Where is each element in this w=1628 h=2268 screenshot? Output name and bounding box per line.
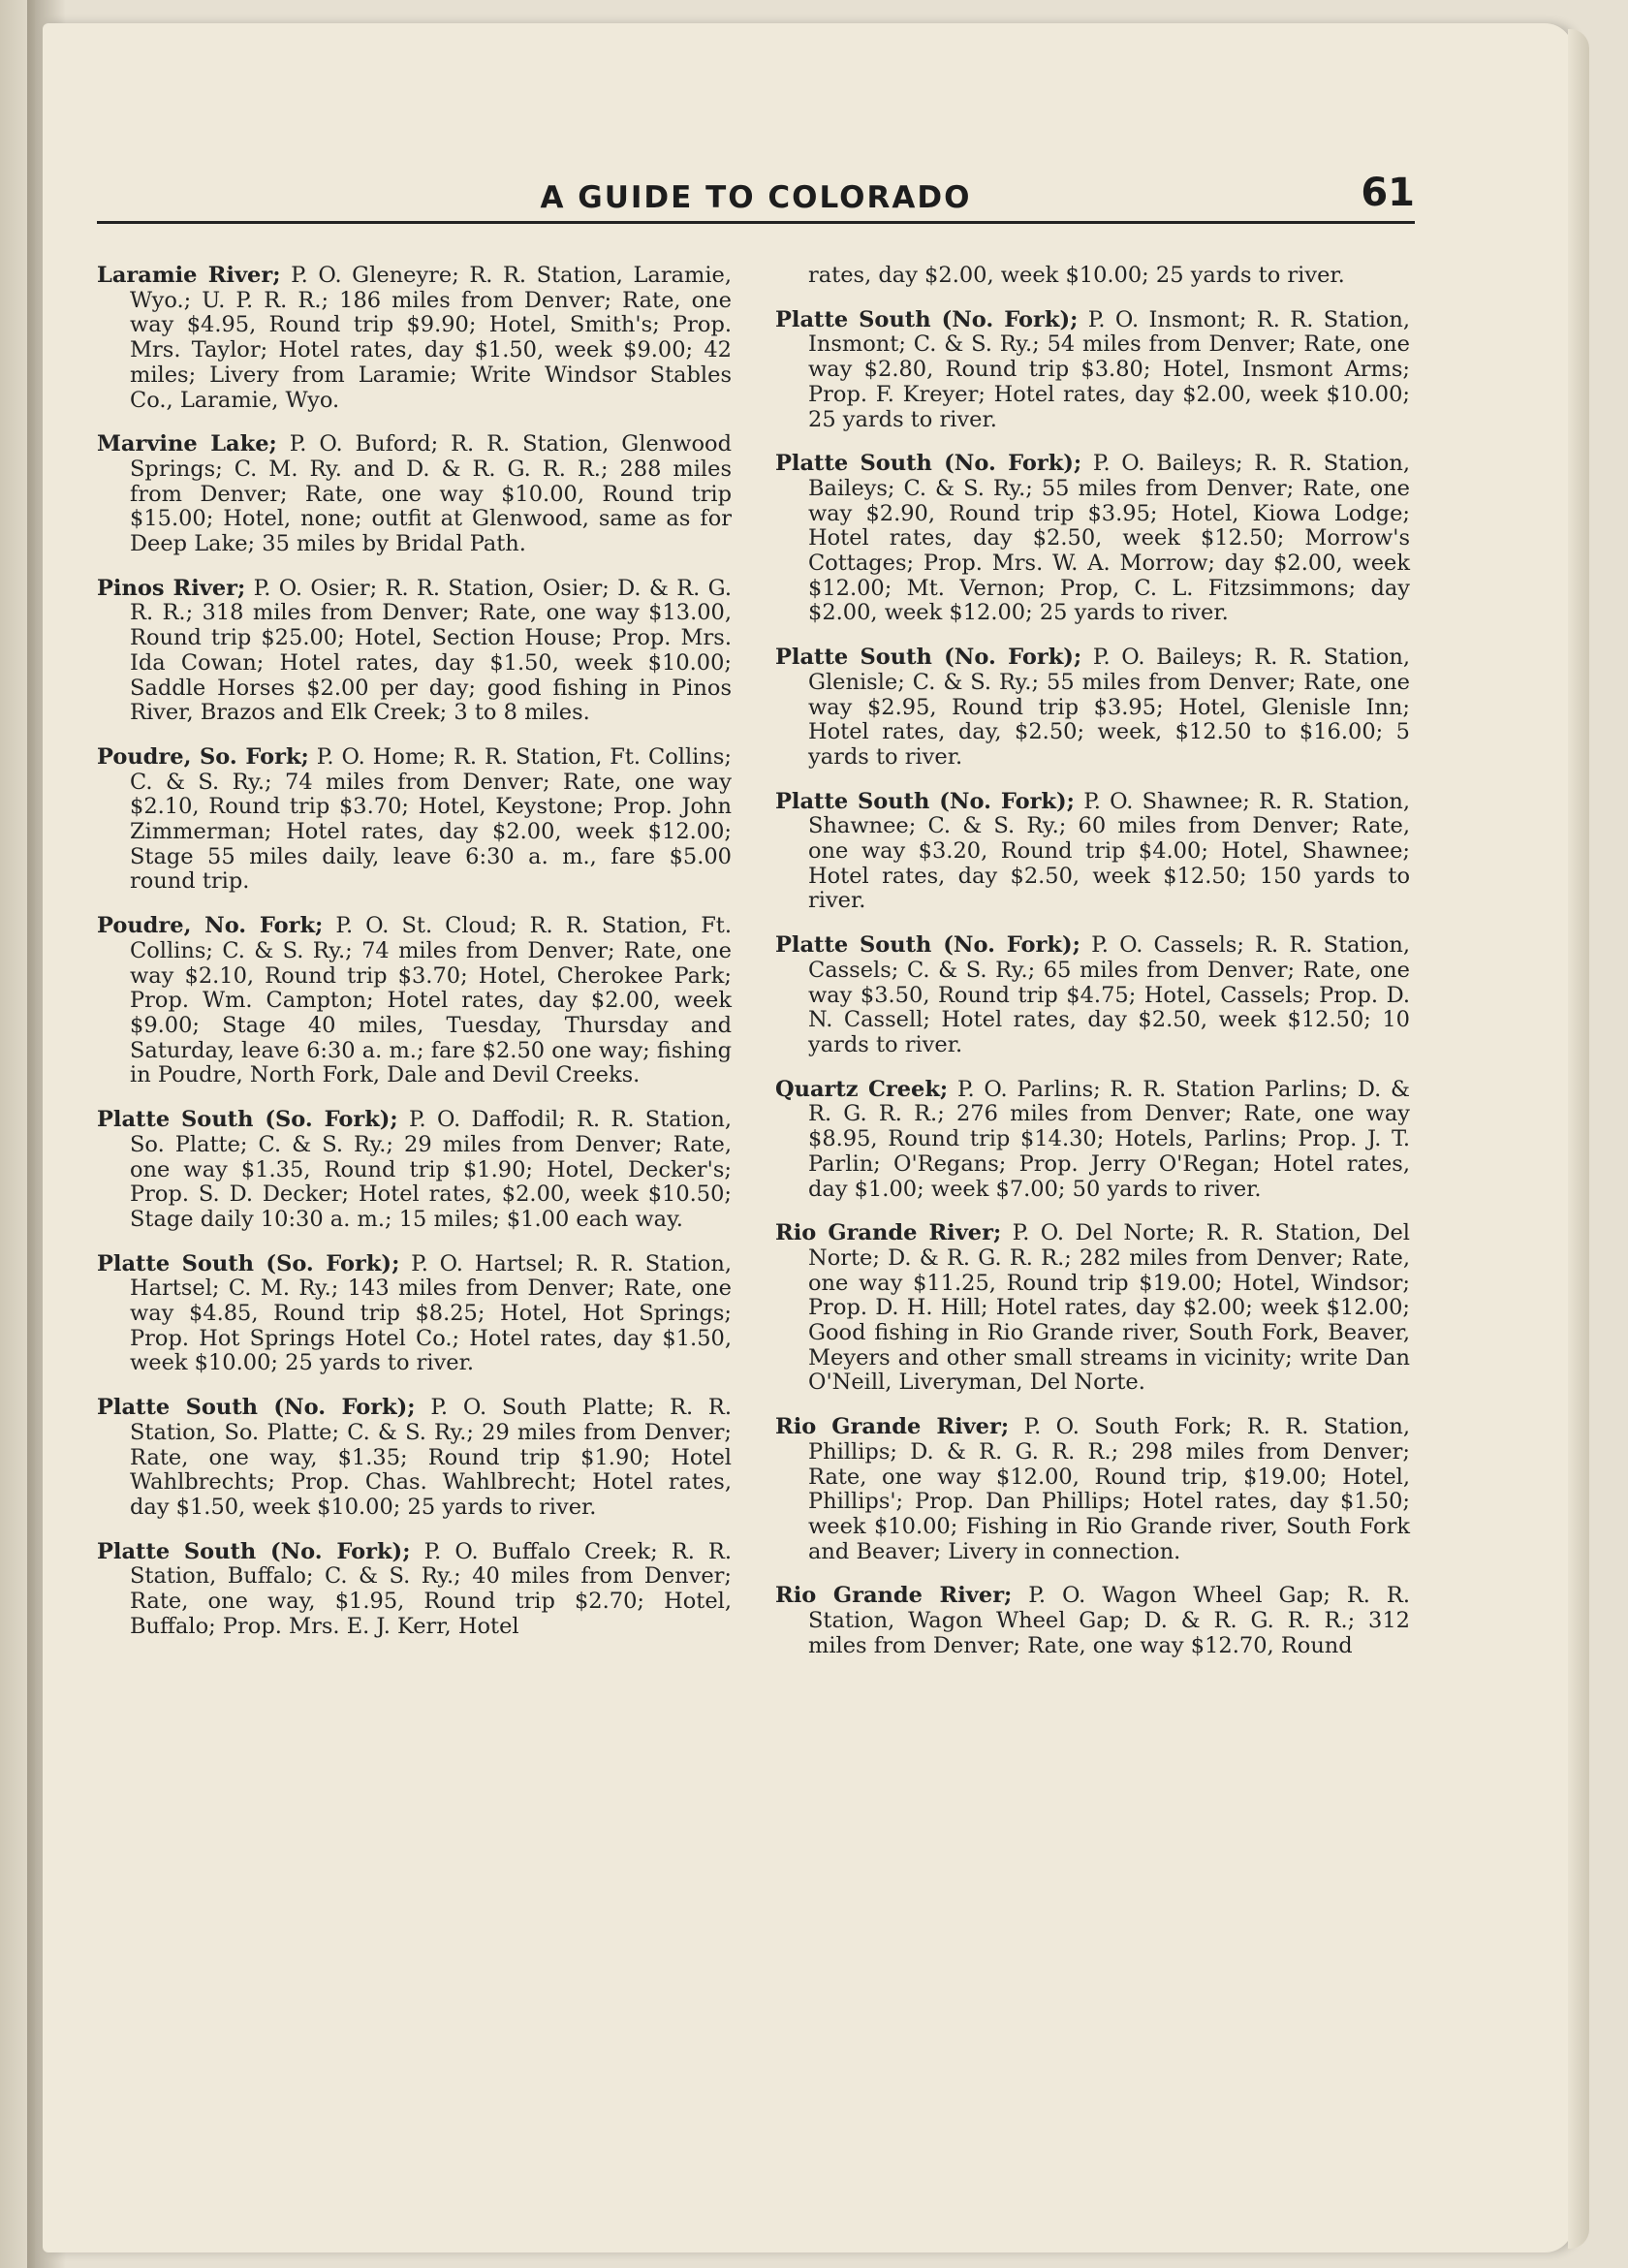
entry-details: rates, day $2.00, week $10.00; 25 yards to river. [808, 263, 1345, 288]
entry-place-name: Platte South (No. Fork); [775, 306, 1079, 332]
entry-place-name: Platte South (So. Fork); [97, 1107, 398, 1133]
entry-place-name: Laramie River; [97, 263, 281, 288]
directory-entry [97, 577, 732, 726]
right-column [775, 264, 1410, 1678]
entry-details: P. O. Cassels; R. R. Station, Cassels; C. & S. Ry.; 65 miles from Denver; Rate, one way $3.50, Round trip $4.75; Hotel, Cassels; Prop. D. N. Cassell; Hotel rates, day $2.50, week $12.50; 10 yards to river. [808, 932, 1410, 1057]
directory-entry [775, 933, 1410, 1058]
directory-entry [775, 1415, 1410, 1564]
entry-place-name: Platte South (No. Fork); [775, 451, 1082, 477]
directory-entry [775, 308, 1410, 433]
running-header-title: A GUIDE TO COLORADO [540, 180, 972, 215]
entry-place-name: Rio Grande River; [775, 1583, 1013, 1609]
page-stack-edge [1568, 29, 1589, 2249]
left-column [97, 264, 732, 1658]
entry-details: P. O. Parlins; R. R. Station Parlins; D. & R. G. R. R.; 276 miles from Denver; Rate, one way $8.95, Round trip $14.30; Hotels, Parlins; Prop. J. T. Parlin; O'Regans; Prop. Jerry O'Regan; Hotel rates, day $1.00; week $7.00; 50 yards to river. [808, 1076, 1411, 1202]
entry-place-name: Platte South (No. Fork); [775, 645, 1082, 671]
entry-details: P. O. Del Norte; R. R. Station, Del Norte; D. & R. G. R. R.; 282 miles from Denver; Rate, one way $11.25, Round trip $19.00; Hotel, Windsor; Prop. D. H. Hill; Hotel rates, day $2.00; week $12.00; Good fishing in Rio Grande river, South Fork, Beaver, Meyers and other small streams in vicinity; write Dan O'Neill, Liveryman, Del Norte. [808, 1220, 1410, 1396]
directory-entry [775, 1221, 1410, 1396]
directory-entry [97, 1108, 732, 1233]
entry-place-name: Poudre, No. Fork; [97, 913, 324, 939]
entry-details: P. O. Shawnee; R. R. Station, Shawnee; C. & S. Ry.; 60 miles from Denver; Rate, one way $3.20, Round trip $4.00; Hotel, Shawnee; Hotel rates, day $2.50, week $12.50; 150 yards to river. [808, 788, 1410, 914]
entry-details: P. O. Osier; R. R. Station, Osier; D. & R. G. R. R.; 318 miles from Denver; Rate, one way $13.00, Round trip $25.00; Hotel, Section House; Prop. Mrs. Ida Cowan; Hotel rates, day $1.50, week $10.00; Saddle Horses $2.00 per day; good fishing in Pinos River, Brazos and Elk Creek; 3 to 8 miles. [130, 575, 732, 726]
entry-place-name: Platte South (No. Fork); [97, 1395, 416, 1421]
directory-entry [97, 914, 732, 1088]
entry-place-name: Platte South (No. Fork); [775, 932, 1080, 959]
entry-details: P. O. Daffodil; R. R. Station, So. Platte; C. & S. Ry.; 29 miles from Denver; Rate, one way $1.35, Round trip $1.90; Hotel, Decker's; Prop. S. D. Decker; Hotel rates, $2.00, week $10.50; Stage daily 10:30 a. m.; 15 miles; $1.00 each way. [130, 1107, 732, 1232]
directory-entry [97, 264, 732, 413]
entry-details: P. O. Baileys; R. R. Station, Glenisle; C. & S. Ry.; 55 miles from Denver; Rate, one way $2.95, Round trip $3.95; Hotel, Glenisle Inn; Hotel rates, day, $2.50; week, $12.50 to $16.00; 5 yards to river. [808, 645, 1410, 770]
entry-details: P. O. Gleneyre; R. R. Station, Laramie, Wyo.; U. P. R. R.; 186 miles from Denver; Rate, one way $4.95, Round trip $9.90; Hotel, Smith's; Prop. Mrs. Taylor; Hotel rates, day $1.50, week $9.00; 42 miles; Livery from Laramie; Write Windsor Stables Co., Laramie, Wyo. [130, 263, 732, 413]
page-number: 61 [1361, 171, 1415, 215]
directory-entry [97, 1540, 732, 1640]
entry-place-name: Platte South (No. Fork); [775, 788, 1075, 814]
entry-details: P. O. South Fork; R. R. Station, Phillips; D. & R. G. R. R.; 298 miles from Denver; Rate, one way $12.00, Round trip, $19.00; Hotel, Phillips'; Prop. Dan Phillips; Hotel rates, day $1.50; week $10.00; Fishing in Rio Grande river, South Fork and Beaver; Livery in connection. [808, 1414, 1410, 1564]
entry-place-name: Marvine Lake; [97, 431, 277, 457]
entry-place-name: Rio Grande River; [775, 1414, 1010, 1440]
entry-place-name: Platte South (No. Fork); [97, 1538, 411, 1564]
directory-entry [97, 1252, 732, 1377]
entry-place-name: Platte South (So. Fork); [97, 1250, 400, 1276]
directory-entry [775, 1584, 1410, 1658]
directory-entry [97, 745, 732, 895]
directory-entry [97, 432, 732, 557]
entry-details: P. O. St. Cloud; R. R. Station, Ft. Collins; C. & S. Ry.; 74 miles from Denver; Rate, one way $2.10, Round trip $3.70; Hotel, Cherokee Park; Prop. Wm. Campton; Hotel rates, day $2.00, week $9.00; Stage 40 miles, Tuesday, Thursday and Saturday, leave 6:30 a. m.; fare $2.50 one way; fishing in Poudre, North Fork, Dale and Devil Creeks. [130, 913, 732, 1088]
entry-details: P. O. Buffalo Creek; R. R. Station, Buffalo; C. & S. Ry.; 40 miles from Denver; Rate, one way, $1.95, Round trip $2.70; Hotel, Buffalo; Prop. Mrs. E. J. Kerr, Hotel [130, 1538, 732, 1639]
directory-entry [97, 1396, 732, 1521]
entry-details: P. O. Buford; R. R. Station, Glenwood Springs; C. M. Ry. and D. & R. G. R. R.; 288 miles from Denver; Rate, one way $10.00, Round trip $15.00; Hotel, none; outfit at Glenwood, same as for Deep Lake; 35 miles by Bridal Path. [130, 431, 732, 557]
directory-entry [775, 452, 1410, 626]
directory-entry [775, 264, 1410, 289]
entry-details: P. O. Wagon Wheel Gap; R. R. Station, Wagon Wheel Gap; D. & R. G. R. R.; 312 miles from Denver; Rate, one way $12.70, Round [808, 1583, 1410, 1658]
entry-details: P. O. Baileys; R. R. Station, Baileys; C. & S. Ry.; 55 miles from Denver; Rate, one way $2.90, Round trip $3.95; Hotel, Kiowa Lodge; Hotel rates, day $2.50, week $12.50; Morrow's Cottages; Prop. Mrs. W. A. Morrow; day $2.00, week $12.00; Mt. Vernon; Prop, C. L. Fitzsimmons; day $2.00, week $12.00; 25 yards to river. [808, 451, 1410, 626]
directory-entry [775, 646, 1410, 771]
entry-place-name: Pinos River; [97, 575, 246, 601]
directory-entry [775, 1078, 1410, 1203]
directory-entry [775, 790, 1410, 915]
entry-details: P. O. Insmont; R. R. Station, Insmont; C. & S. Ry.; 54 miles from Denver; Rate, one way $2.80, Round trip $3.80; Hotel, Insmont Arms; Prop. F. Kreyer; Hotel rates, day $2.00, week $10.00; 25 yards to river. [808, 306, 1410, 432]
entry-place-name: Poudre, So. Fork; [97, 743, 309, 770]
entry-place-name: Rio Grande River; [775, 1220, 1002, 1246]
running-header [97, 171, 1415, 224]
entry-place-name: Quartz Creek; [775, 1076, 949, 1102]
entry-details: P. O. South Platte; R. R. Station, So. Platte; C. & S. Ry.; 29 miles from Denver; Rate, one way, $1.35; Round trip $1.90; Hotel Wahlbrechts; Prop. Chas. Wahlbrecht; Hotel rates, day $1.50, week $10.00; 25 yards to river. [130, 1395, 732, 1520]
entry-details: P. O. Hartsel; R. R. Station, Hartsel; C. M. Ry.; 143 miles from Denver; Rate, one way $4.85, Round trip $8.25; Hotel, Hot Springs; Prop. Hot Springs Hotel Co.; Hotel rates, day $1.50, week $10.00; 25 yards to river. [130, 1250, 732, 1376]
entry-details: P. O. Home; R. R. Station, Ft. Collins; C. & S. Ry.; 74 miles from Denver; Rate, one way $2.10, Round trip $3.70; Hotel, Keystone; Prop. John Zimmerman; Hotel rates, day $2.00, week $12.00; Stage 55 miles daily, leave 6:30 a. m., fare $5.00 round trip. [130, 743, 732, 895]
